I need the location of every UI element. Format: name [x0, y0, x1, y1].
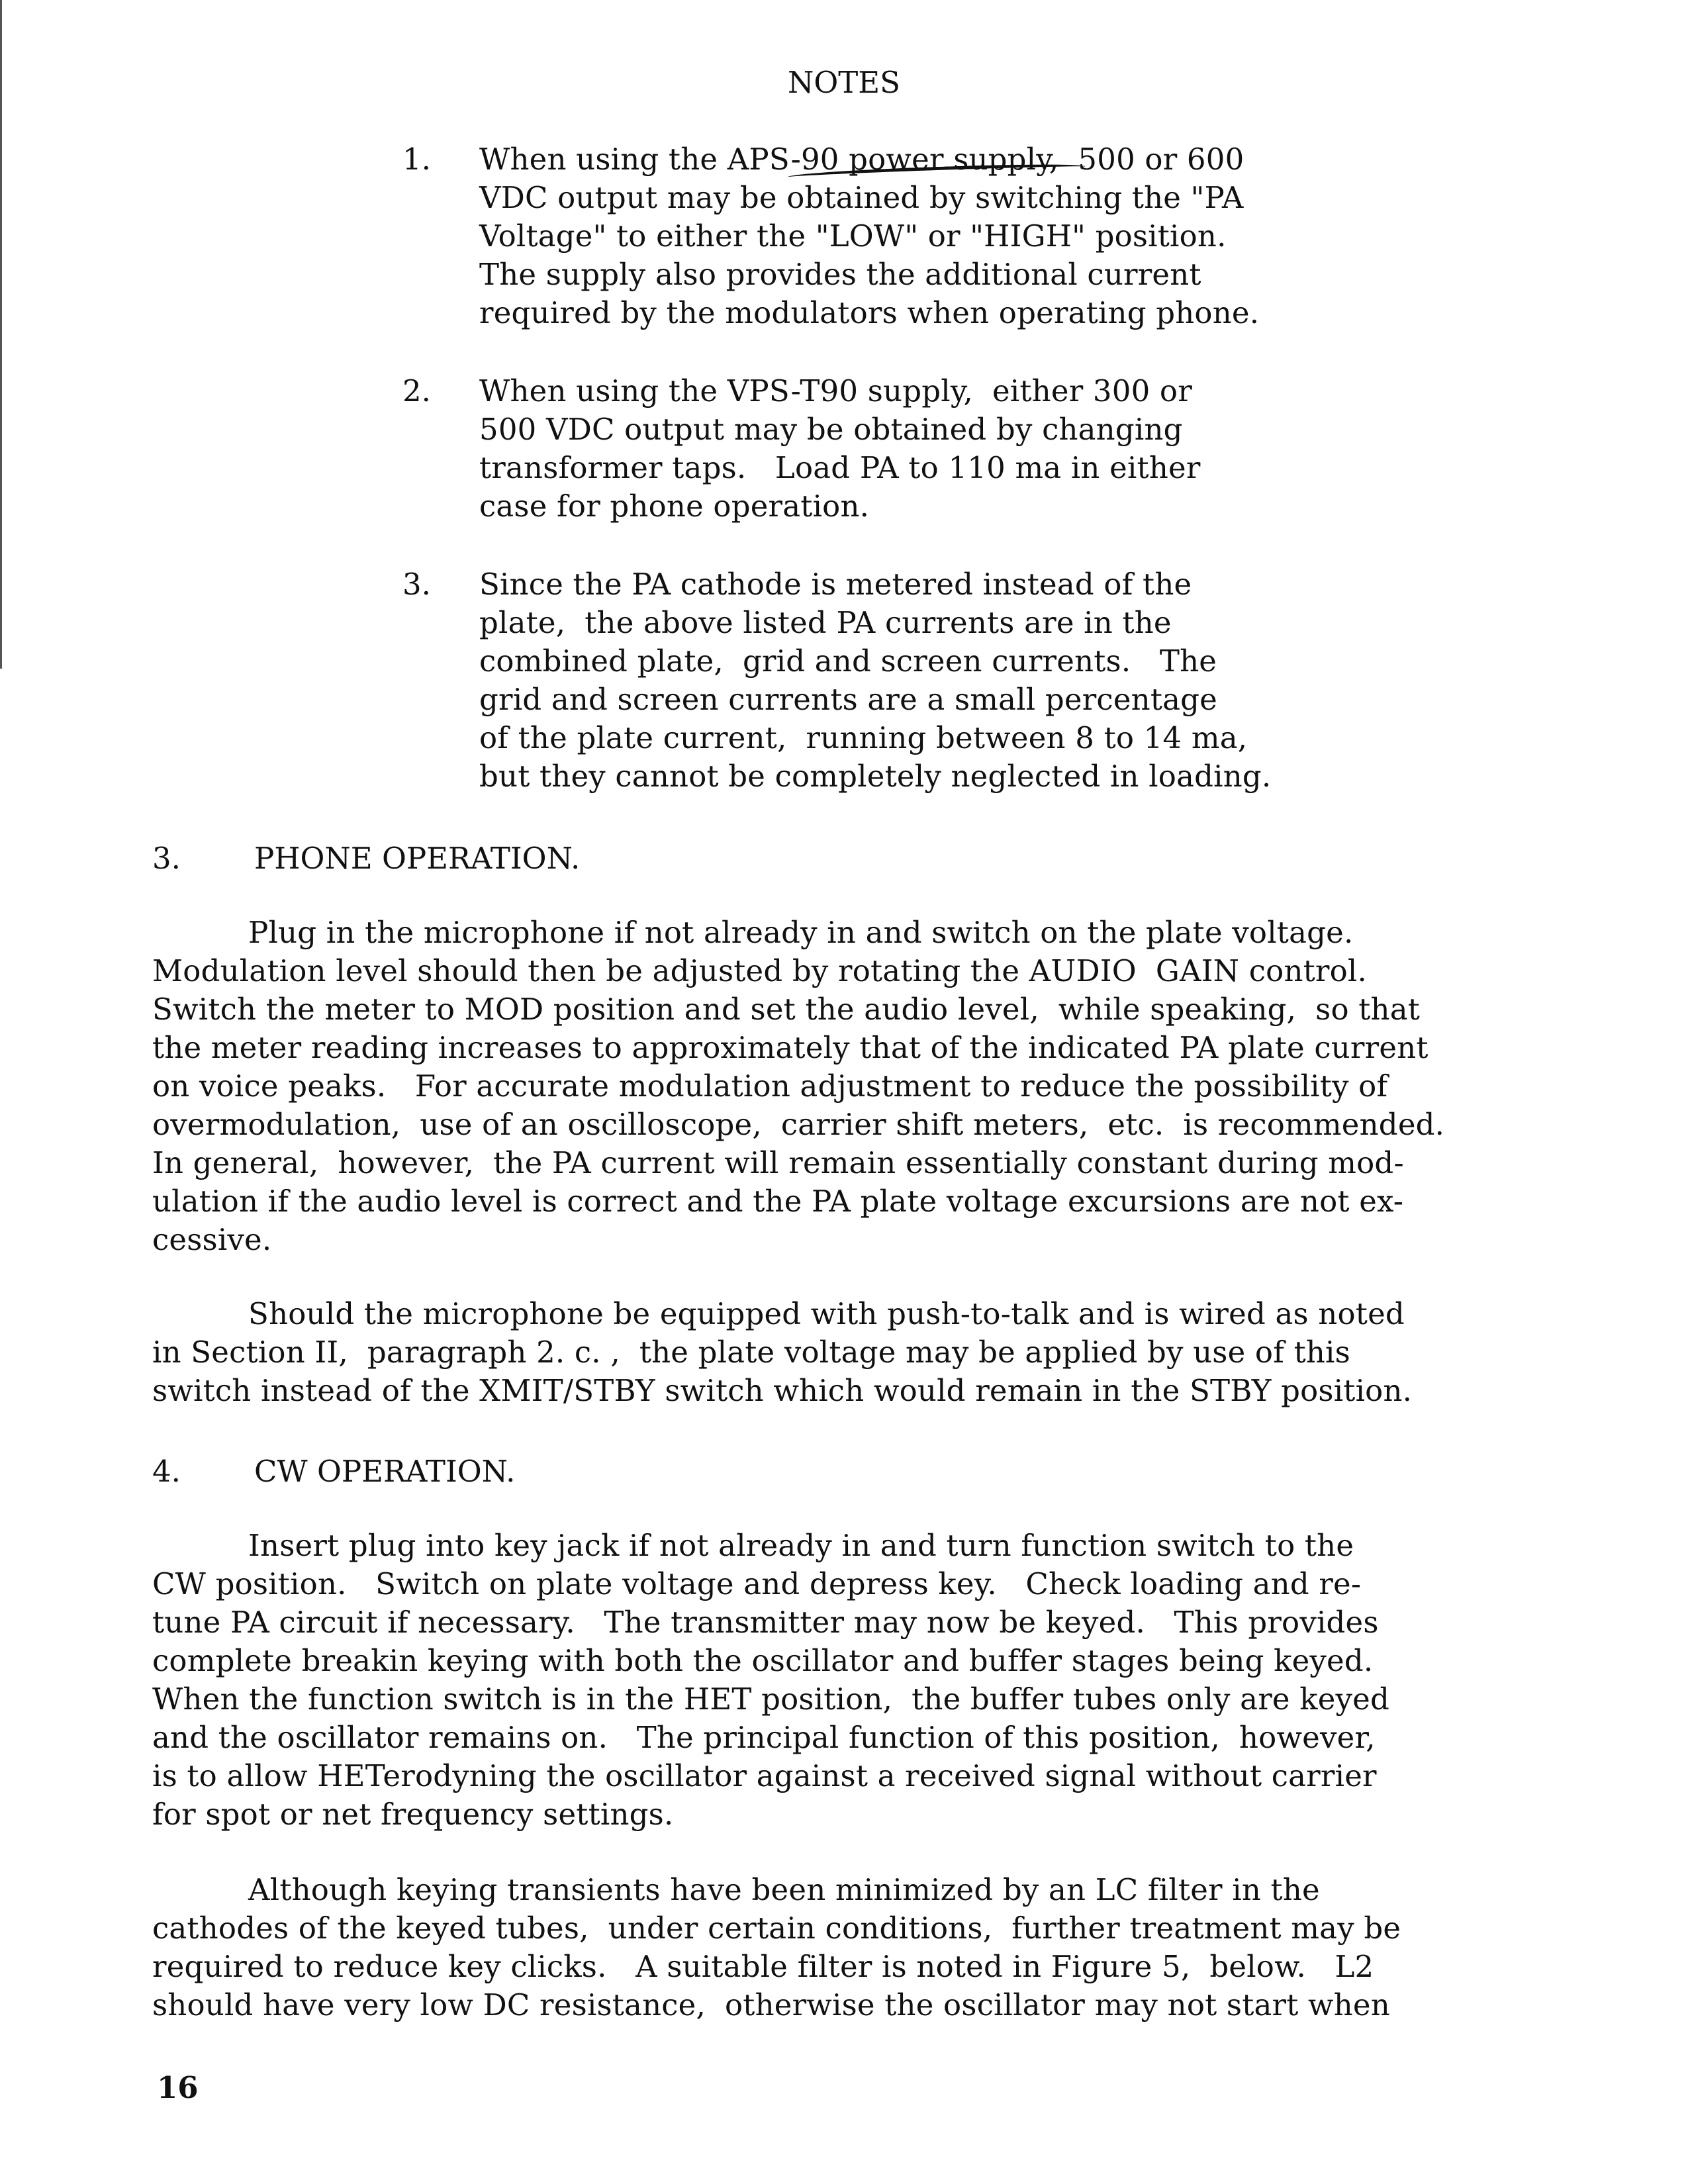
phone-para-1-line: on voice peaks. For accurate modulation adjustment to reduce the possibility of — [152, 1068, 1388, 1104]
cw-para-2-line: should have very low DC resistance, otherwise the oscillator may not start when — [152, 1987, 1390, 2022]
note-2-number: 2. — [402, 373, 431, 408]
phone-para-1-line: Modulation level should then be adjusted by rotating the AUDIO GAIN control. — [152, 953, 1368, 988]
phone-para-1-line: Switch the meter to MOD position and set the audio level, while speaking, so that — [152, 992, 1421, 1027]
note-3-line: Since the PA cathode is metered instead of the — [479, 567, 1192, 602]
section-4-number: 4. — [152, 1454, 181, 1489]
note-1-line: When using the APS-90 power supply, 500 or 600 — [479, 142, 1244, 177]
cw-para-1-line: CW position. Switch on plate voltage and depress key. Check loading and re- — [152, 1566, 1362, 1601]
cw-para-1-line: tune PA circuit if necessary. The transmitter may now be keyed. This provides — [152, 1605, 1379, 1640]
note-1-number: 1. — [402, 142, 431, 177]
note-3-line: of the plate current, running between 8 to 14 ma, — [479, 720, 1248, 755]
section-3-number: 3. — [152, 841, 181, 876]
cw-para-2-line: Although keying transients have been minimized by an LC filter in the — [152, 1872, 1320, 1907]
note-2-line: When using the VPS-T90 supply, either 300 or — [479, 373, 1192, 408]
phone-para-1-line: Plug in the microphone if not already in and switch on the plate voltage. — [152, 915, 1354, 950]
note-3-line: plate, the above listed PA currents are in the — [479, 605, 1172, 640]
note-3-line: grid and screen currents are a small percentage — [479, 682, 1217, 717]
page-number: 16 — [157, 2070, 199, 2105]
note-1-line: The supply also provides the additional current — [479, 257, 1201, 292]
phone-para-1-line: ulation if the audio level is correct and the PA plate voltage excursions are not ex- — [152, 1184, 1404, 1219]
phone-para-1-line: In general, however, the PA current will remain essentially constant during mod- — [152, 1145, 1404, 1180]
note-1-line: VDC output may be obtained by switching the "PA — [479, 180, 1244, 215]
phone-para-2-line: switch instead of the XMIT/STBY switch which would remain in the STBY position. — [152, 1373, 1413, 1408]
phone-para-2-line: Should the microphone be equipped with push-to-talk and is wired as noted — [152, 1296, 1405, 1331]
section-4-heading: CW OPERATION. — [254, 1454, 516, 1489]
notes-title: NOTES — [788, 65, 900, 100]
note-3-number: 3. — [402, 567, 431, 602]
note-1-line: required by the modulators when operating phone. — [479, 295, 1260, 330]
cw-para-1-line: is to allow HETerodyning the oscillator against a received signal without carrier — [152, 1758, 1377, 1793]
note-1-line: Voltage" to either the "LOW" or "HIGH" position. — [479, 218, 1227, 254]
cw-para-2-line: cathodes of the keyed tubes, under certain conditions, further treatment may be — [152, 1911, 1401, 1946]
note-3-line: combined plate, grid and screen currents. The — [479, 643, 1217, 679]
section-3-heading: PHONE OPERATION. — [254, 841, 581, 876]
note-2-line: 500 VDC output may be obtained by changing — [479, 412, 1183, 447]
cw-para-1-line: for spot or net frequency settings. — [152, 1797, 674, 1832]
cw-para-1-line: complete breakin keying with both the oscillator and buffer stages being keyed. — [152, 1643, 1374, 1678]
cw-para-1-line: Insert plug into key jack if not already in and turn function switch to the — [152, 1528, 1354, 1563]
cw-para-1-line: and the oscillator remains on. The principal function of this position, however, — [152, 1720, 1376, 1755]
phone-para-1-line: the meter reading increases to approximately that of the indicated PA plate current — [152, 1030, 1429, 1065]
phone-para-2-line: in Section II, paragraph 2. c. , the plate voltage may be applied by use of this — [152, 1335, 1350, 1370]
note-2-line: case for phone operation. — [479, 489, 870, 524]
phone-para-1-line: cessive. — [152, 1222, 272, 1257]
note-2-line: transformer taps. Load PA to 110 ma in either — [479, 450, 1201, 485]
cw-para-1-line: When the function switch is in the HET position, the buffer tubes only are keyed — [152, 1682, 1389, 1717]
phone-para-1-line: overmodulation, use of an oscilloscope, carrier shift meters, etc. is recommended. — [152, 1107, 1445, 1142]
note-3-line: but they cannot be completely neglected in loading. — [479, 759, 1272, 794]
cw-para-2-line: required to reduce key clicks. A suitable filter is noted in Figure 5, below. L2 — [152, 1949, 1374, 1984]
